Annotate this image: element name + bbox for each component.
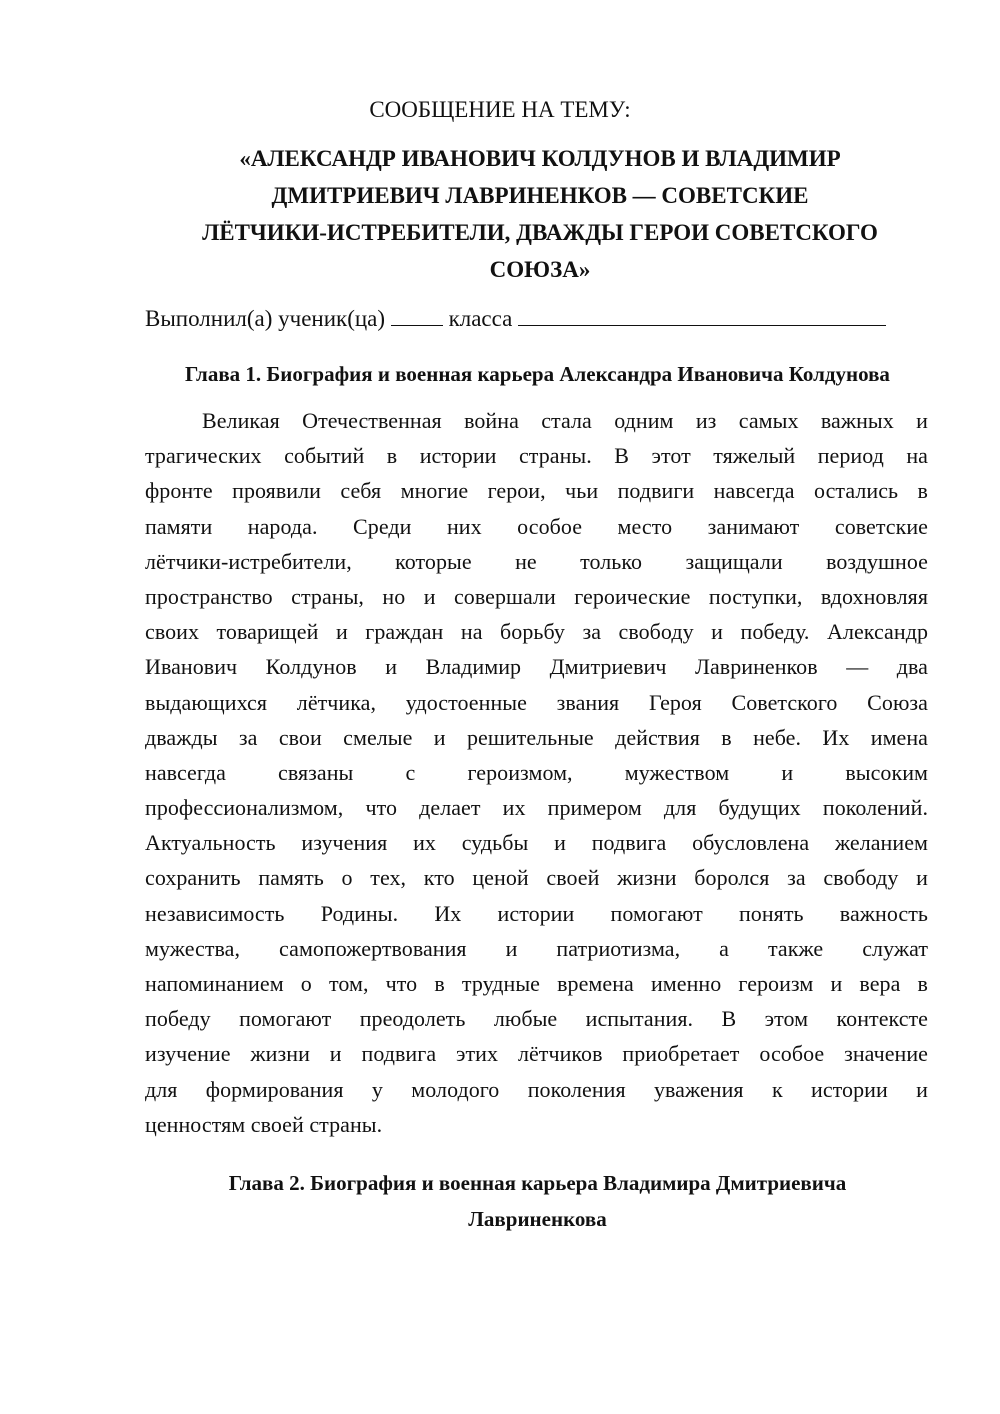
title-line: «АЛЕКСАНДР ИВАНОВИЧ КОЛДУНОВ И ВЛАДИМИР — [239, 146, 841, 171]
paragraph-line: победу помогают преодолеть любые испытания. В этом контексте — [145, 1006, 928, 1032]
paragraph-line: своих товарищей и граждан на борьбу за свободу и победу. Александр — [145, 619, 928, 645]
paragraph-line: напоминанием о том, что в трудные времена именно героизм и вера в — [145, 971, 928, 996]
paragraph-line: сохранить память о тех, кто ценой своей жизни боролся за свободу и — [145, 865, 928, 891]
paragraph-line: памяти народа. Среди них особое место занимают советские — [145, 513, 928, 539]
paragraph-line: лётчики-истребители, которые не только защищали воздушное — [145, 548, 928, 574]
class-number-blank — [391, 305, 443, 326]
chapter-2-heading — [145, 1165, 930, 1237]
student-name-blank — [518, 305, 886, 326]
paragraph-line: навсегда связаны с героизмом, мужеством и высоким — [145, 759, 928, 785]
paragraph-line: ценностям своей страны. — [145, 1111, 383, 1137]
paragraph-line: мужества, самопожертвования и патриотизма, а также служат — [145, 935, 928, 961]
paragraph-line: фронте проявили себя многие герои, чьи подвиги навсегда остались в — [145, 478, 928, 504]
title-line: ДМИТРИЕВИЧ ЛАВРИНЕНКОВ — СОВЕТСКИЕ — [271, 183, 809, 208]
paragraph-line: дважды за свои смелые и решительные действия в небе. Их имена — [145, 724, 928, 750]
paragraph-line: независимость Родины. Их истории помогают понять важность — [145, 900, 928, 926]
topic-label: СООБЩЕНИЕ НА ТЕМУ: — [369, 97, 631, 122]
document-title — [150, 140, 930, 288]
credit-prefix: Выполнил(а) ученик(ца) — [145, 306, 386, 331]
author-credit-line — [145, 303, 886, 335]
chapter-1-heading: Глава 1. Биография и военная карьера Александра Ивановича Колдунова — [185, 362, 890, 386]
credit-class-label: класса — [448, 306, 513, 331]
chapter-2-heading-line: Лавриненкова — [468, 1207, 607, 1231]
paragraph-line: выдающихся лётчика, удостоенные звания Героя Советского Союза — [145, 689, 928, 715]
title-line: СОЮЗА» — [489, 257, 591, 282]
paragraph-line: пространство страны, но и совершали героические поступки, вдохновляя — [145, 583, 928, 609]
paragraph-line: трагических событий в истории страны. В этот тяжелый период на — [145, 443, 928, 469]
chapter-2-heading-line: Глава 2. Биография и военная карьера Владимира Дмитриевича — [228, 1171, 847, 1195]
paragraph-line: Актуальность изучения их судьбы и подвига обусловлена желанием — [145, 830, 928, 856]
paragraph-line: для формирования у молодого поколения уважения к истории и — [145, 1076, 928, 1102]
paragraph-line: Великая Отечественная война стала одним из самых важных и — [202, 408, 928, 433]
paragraph-line: изучение жизни и подвига этих лётчиков приобретает особое значение — [145, 1041, 928, 1067]
paragraph-line: профессионализмом, что делает их примером для будущих поколений. — [145, 795, 928, 821]
chapter-1-body — [145, 403, 928, 1142]
title-line: ЛЁТЧИКИ-ИСТРЕБИТЕЛИ, ДВАЖДЫ ГЕРОИ СОВЕТСКОГО — [202, 220, 878, 245]
paragraph-line: Иванович Колдунов и Владимир Дмитриевич Лавриненков — два — [145, 654, 928, 680]
